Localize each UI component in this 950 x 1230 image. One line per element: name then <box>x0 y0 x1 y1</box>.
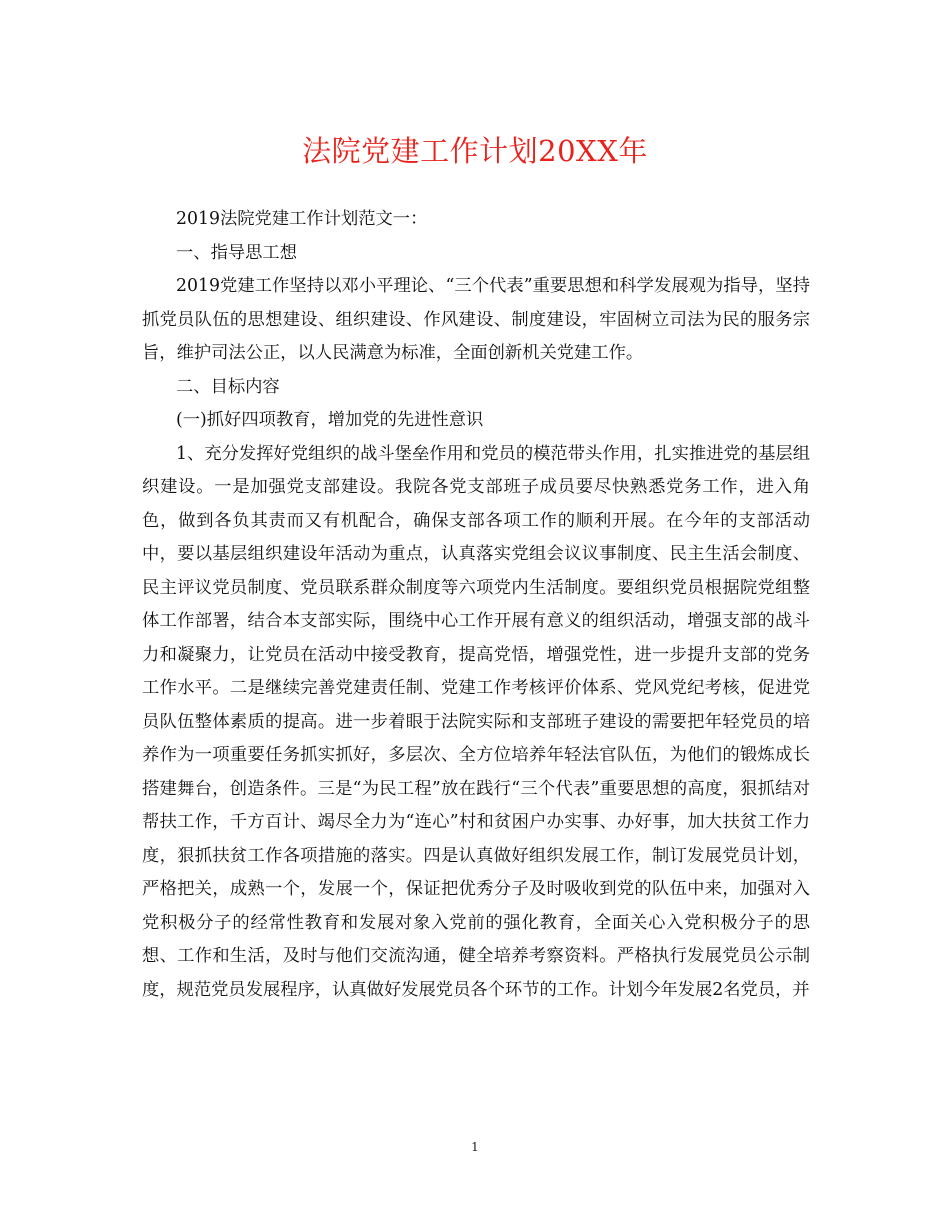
subheading-four-educations: (一)抓好四项教育，增加党的先进性意识 <box>176 410 484 430</box>
heading-guiding-thought: 一、指导思工想 <box>176 242 297 263</box>
paragraph-item-1: 1、充分发挥好党组织的战斗堡垒作用和党员的模范带头作用，扎实推进党的基层组织建设。一是加强党支部建设。我院各党支部班子成员要尽快熟悉党务工作，进入角色，做到各负其责而又有机配合，确保支部各项工作的顺利开展。在今年的支部活动中，要以基层组织建设年活动为重点，认真落实党组会议议事制度、民主生活会制度、民主评议党员制度、党员联系群众制度等六项党内生活制度。要组织党员根据院党组整体工作部署，结合本支部实际，围绕中心工作开展有意义的组织活动，增强支部的战斗力和凝聚力，让党员在活动中接受教育，提高党悟，增强党性，进一步提升支部的党务工作水平。二是继续完善党建责任制、党建工作考核评价体系、党风党纪考核，促进党员队伍整体素质的提高。进一步着眼于法院实际和支部班子建设的需要把年轻党员的培养作为一项重要任务抓实抓好，多层次、全方位培养年轻法官队伍，为他们的锻炼成长搭建舞台，创造条件。三是“为民工程”放在践行“三个代表”重要思想的高度，狠抓结对帮扶工作，千方百计、竭尽全力为“连心”村和贫困户办实事、办好事，加大扶贫工作力度，狠抓扶贫工作各项措施的落实。四是认真做好组织发展工作，制订发展党员计划，严格把关，成熟一个，发展一个，保证把优秀分子及时吸收到党的队伍中来，加强对入党积极分子的经常性教育和发展对象入党前的强化教育，全面关心入党积极分子的思想、工作和生活，及时与他们交流沟通，健全培养考察资料。严格执行发展党员公示制度，规范党员发展程序，认真做好发展党员各个环节的工作。计划今年发展2名党员，并 <box>142 443 810 1000</box>
document-body <box>142 203 810 1007</box>
document-title: 法院党建工作计划20XX年 <box>302 134 648 168</box>
paragraph-intro: 2019法院党建工作计划范文一： <box>176 209 428 229</box>
paragraph-guiding-thought: 2019党建工作坚持以邓小平理论、“三个代表”重要思想和科学发展观为指导，坚持抓党员队伍的思想建设、组织建设、作风建设、制度建设，牢固树立司法为民的服务宗旨，维护司法公正，以人民满意为标准，全面创新机关党建工作。 <box>142 276 810 363</box>
page-number: 1 <box>471 1140 479 1154</box>
heading-objectives: 二、目标内容 <box>176 376 280 397</box>
